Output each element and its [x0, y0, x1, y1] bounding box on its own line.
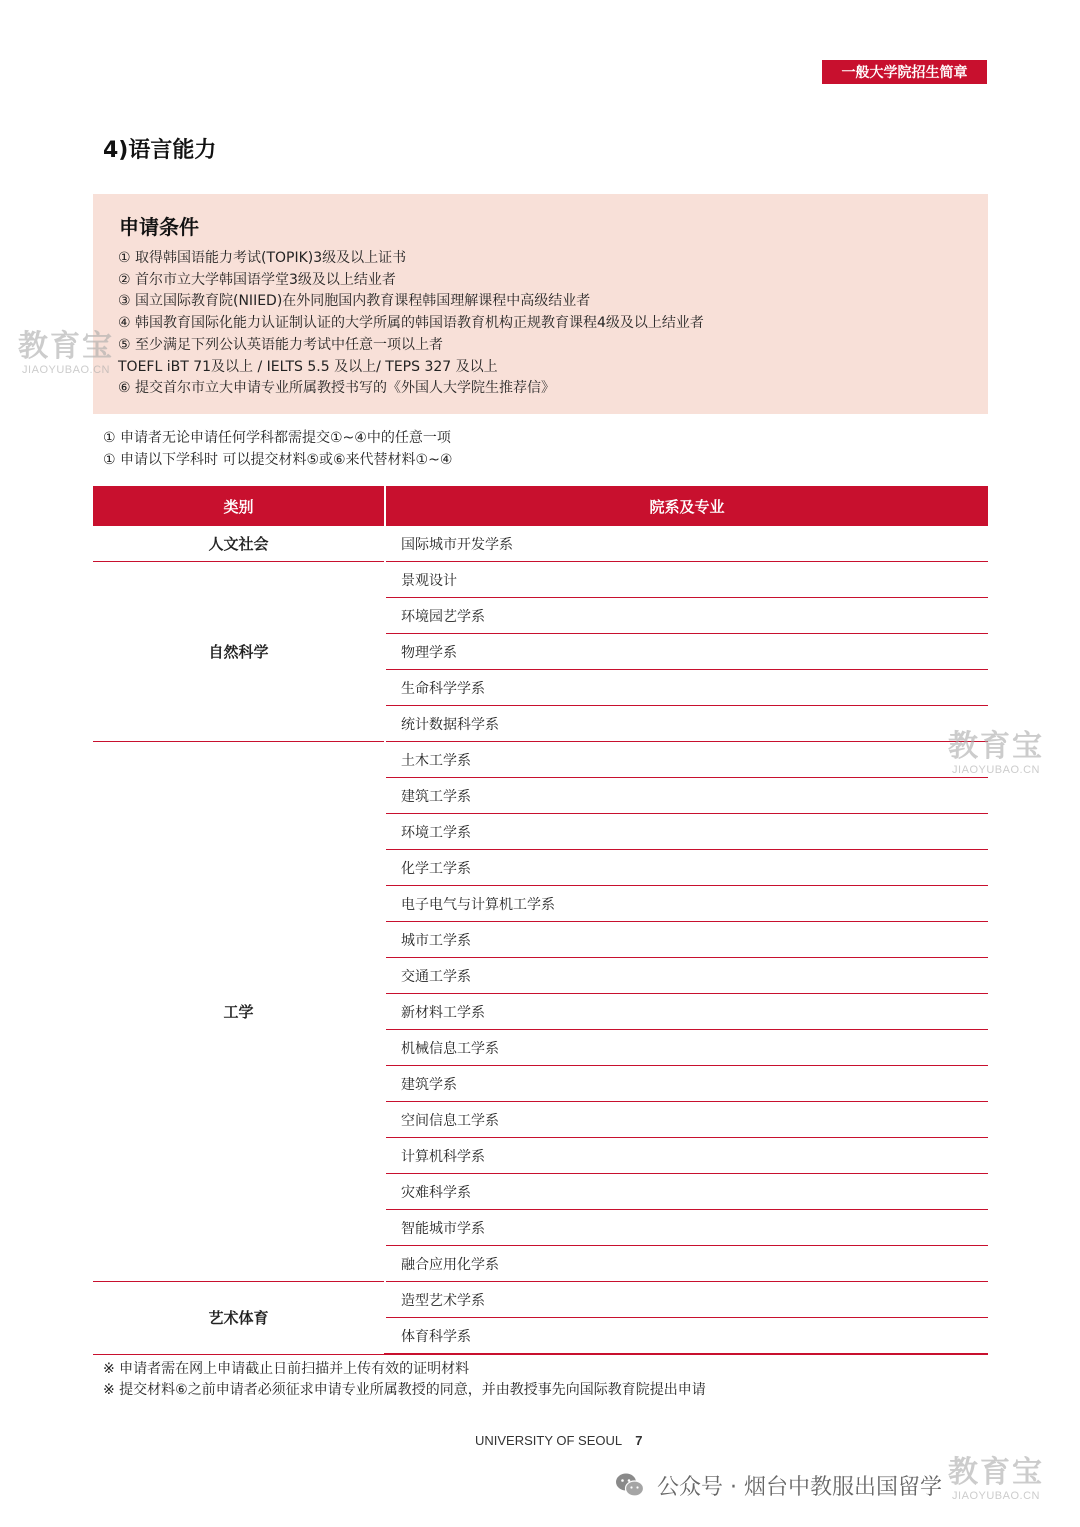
- department-cell: 智能城市学系: [385, 1210, 988, 1246]
- department-cell: 建筑学系: [385, 1066, 988, 1102]
- header-category: 类别: [93, 486, 385, 526]
- department-cell: 交通工学系: [385, 958, 988, 994]
- table-row: [93, 562, 988, 598]
- department-cell: 空间信息工学系: [385, 1102, 988, 1138]
- department-cell: 灾难科学系: [385, 1174, 988, 1210]
- section-title: 4)语言能力: [103, 138, 217, 163]
- table-row: [93, 526, 988, 562]
- requirement-item: ① 取得韩国语能力考试(TOPIK)3级及以上证书: [118, 250, 407, 266]
- department-cell: 统计数据科学系: [385, 706, 988, 742]
- header-department: 院系及专业: [385, 486, 988, 526]
- department-cell: 物理学系: [385, 634, 988, 670]
- department-cell: 电子电气与计算机工学系: [385, 886, 988, 922]
- footnote-line: ※ 申请者需在网上申请截止日前扫描并上传有效的证明材料: [103, 1361, 470, 1377]
- majors-table: [93, 486, 988, 1355]
- department-cell: 土木工学系: [385, 742, 988, 778]
- note-line: ① 申请以下学科时 可以提交材料⑤或⑥来代替材料①~④: [103, 451, 453, 468]
- department-cell: 环境工学系: [385, 814, 988, 850]
- requirement-item: TOEFL iBT 71及以上 / IELTS 5.5 及以上/ TEPS 327 及以上: [118, 358, 498, 375]
- department-cell: 国际城市开发学系: [385, 526, 988, 562]
- requirements-title: 申请条件: [119, 215, 199, 239]
- requirements-box: [93, 194, 988, 414]
- requirement-item: ③ 国立国际教育院(NIIED)在外同胞国内教育课程韩国理解课程中高级结业者: [118, 293, 591, 310]
- wechat-icon: [615, 1472, 645, 1498]
- page-number: 7: [635, 1433, 643, 1448]
- footnote-line: ※ 提交材料⑥之前申请者必须征求申请专业所属教授的同意，并由教授事先向国际教育院提出申请: [103, 1381, 706, 1398]
- watermark: 教育宝 JIAOYUBAO.CN: [18, 330, 114, 376]
- note-line: ① 申请者无论申请任何学科都需提交①~④中的任意一项: [103, 430, 451, 446]
- notes: [103, 428, 452, 471]
- university-name: UNIVERSITY OF SEOUL: [475, 1433, 622, 1448]
- department-cell: 城市工学系: [385, 922, 988, 958]
- requirement-item: ④ 韩国教育国际化能力认证制认证的大学所属的韩国语教育机构正规教育课程4级及以上结业者: [118, 315, 704, 332]
- requirement-item: ② 首尔市立大学韩国语学堂3级及以上结业者: [118, 271, 396, 288]
- department-cell: 计算机科学系: [385, 1138, 988, 1174]
- page-footer: [475, 1433, 643, 1448]
- department-cell: 生命科学学系: [385, 670, 988, 706]
- table-row: [93, 742, 988, 778]
- table-header-row: [93, 486, 988, 526]
- requirements-list: [118, 248, 704, 400]
- department-cell: 体育科学系: [385, 1318, 988, 1355]
- wechat-text: 公众号 · 烟台中教服出国留学: [657, 1474, 942, 1500]
- department-cell: 化学工学系: [385, 850, 988, 886]
- table-row: [93, 1282, 988, 1318]
- category-cell: 自然科学: [93, 562, 385, 742]
- department-cell: 环境园艺学系: [385, 598, 988, 634]
- category-cell: 人文社会: [93, 526, 385, 562]
- category-cell: 工学: [93, 742, 385, 1282]
- watermark: 教育宝 JIAOYUBAO.CN: [948, 1456, 1044, 1502]
- wechat-account: [615, 1465, 942, 1505]
- department-cell: 景观设计: [385, 562, 988, 598]
- requirement-item: ⑤ 至少满足下列公认英语能力考试中任意一项以上者: [118, 336, 443, 353]
- category-cell: 艺术体育: [93, 1282, 385, 1355]
- department-cell: 机械信息工学系: [385, 1030, 988, 1066]
- watermark: 教育宝 JIAOYUBAO.CN: [948, 730, 1044, 776]
- footnotes: [103, 1359, 706, 1400]
- requirement-item: ⑥ 提交首尔市立大申请专业所属教授书写的《外国人大学院生推荐信》: [118, 380, 555, 397]
- department-cell: 造型艺术学系: [385, 1282, 988, 1318]
- header-badge: 一般大学院招生简章: [822, 60, 987, 84]
- department-cell: 融合应用化学系: [385, 1246, 988, 1282]
- department-cell: 建筑工学系: [385, 778, 988, 814]
- department-cell: 新材料工学系: [385, 994, 988, 1030]
